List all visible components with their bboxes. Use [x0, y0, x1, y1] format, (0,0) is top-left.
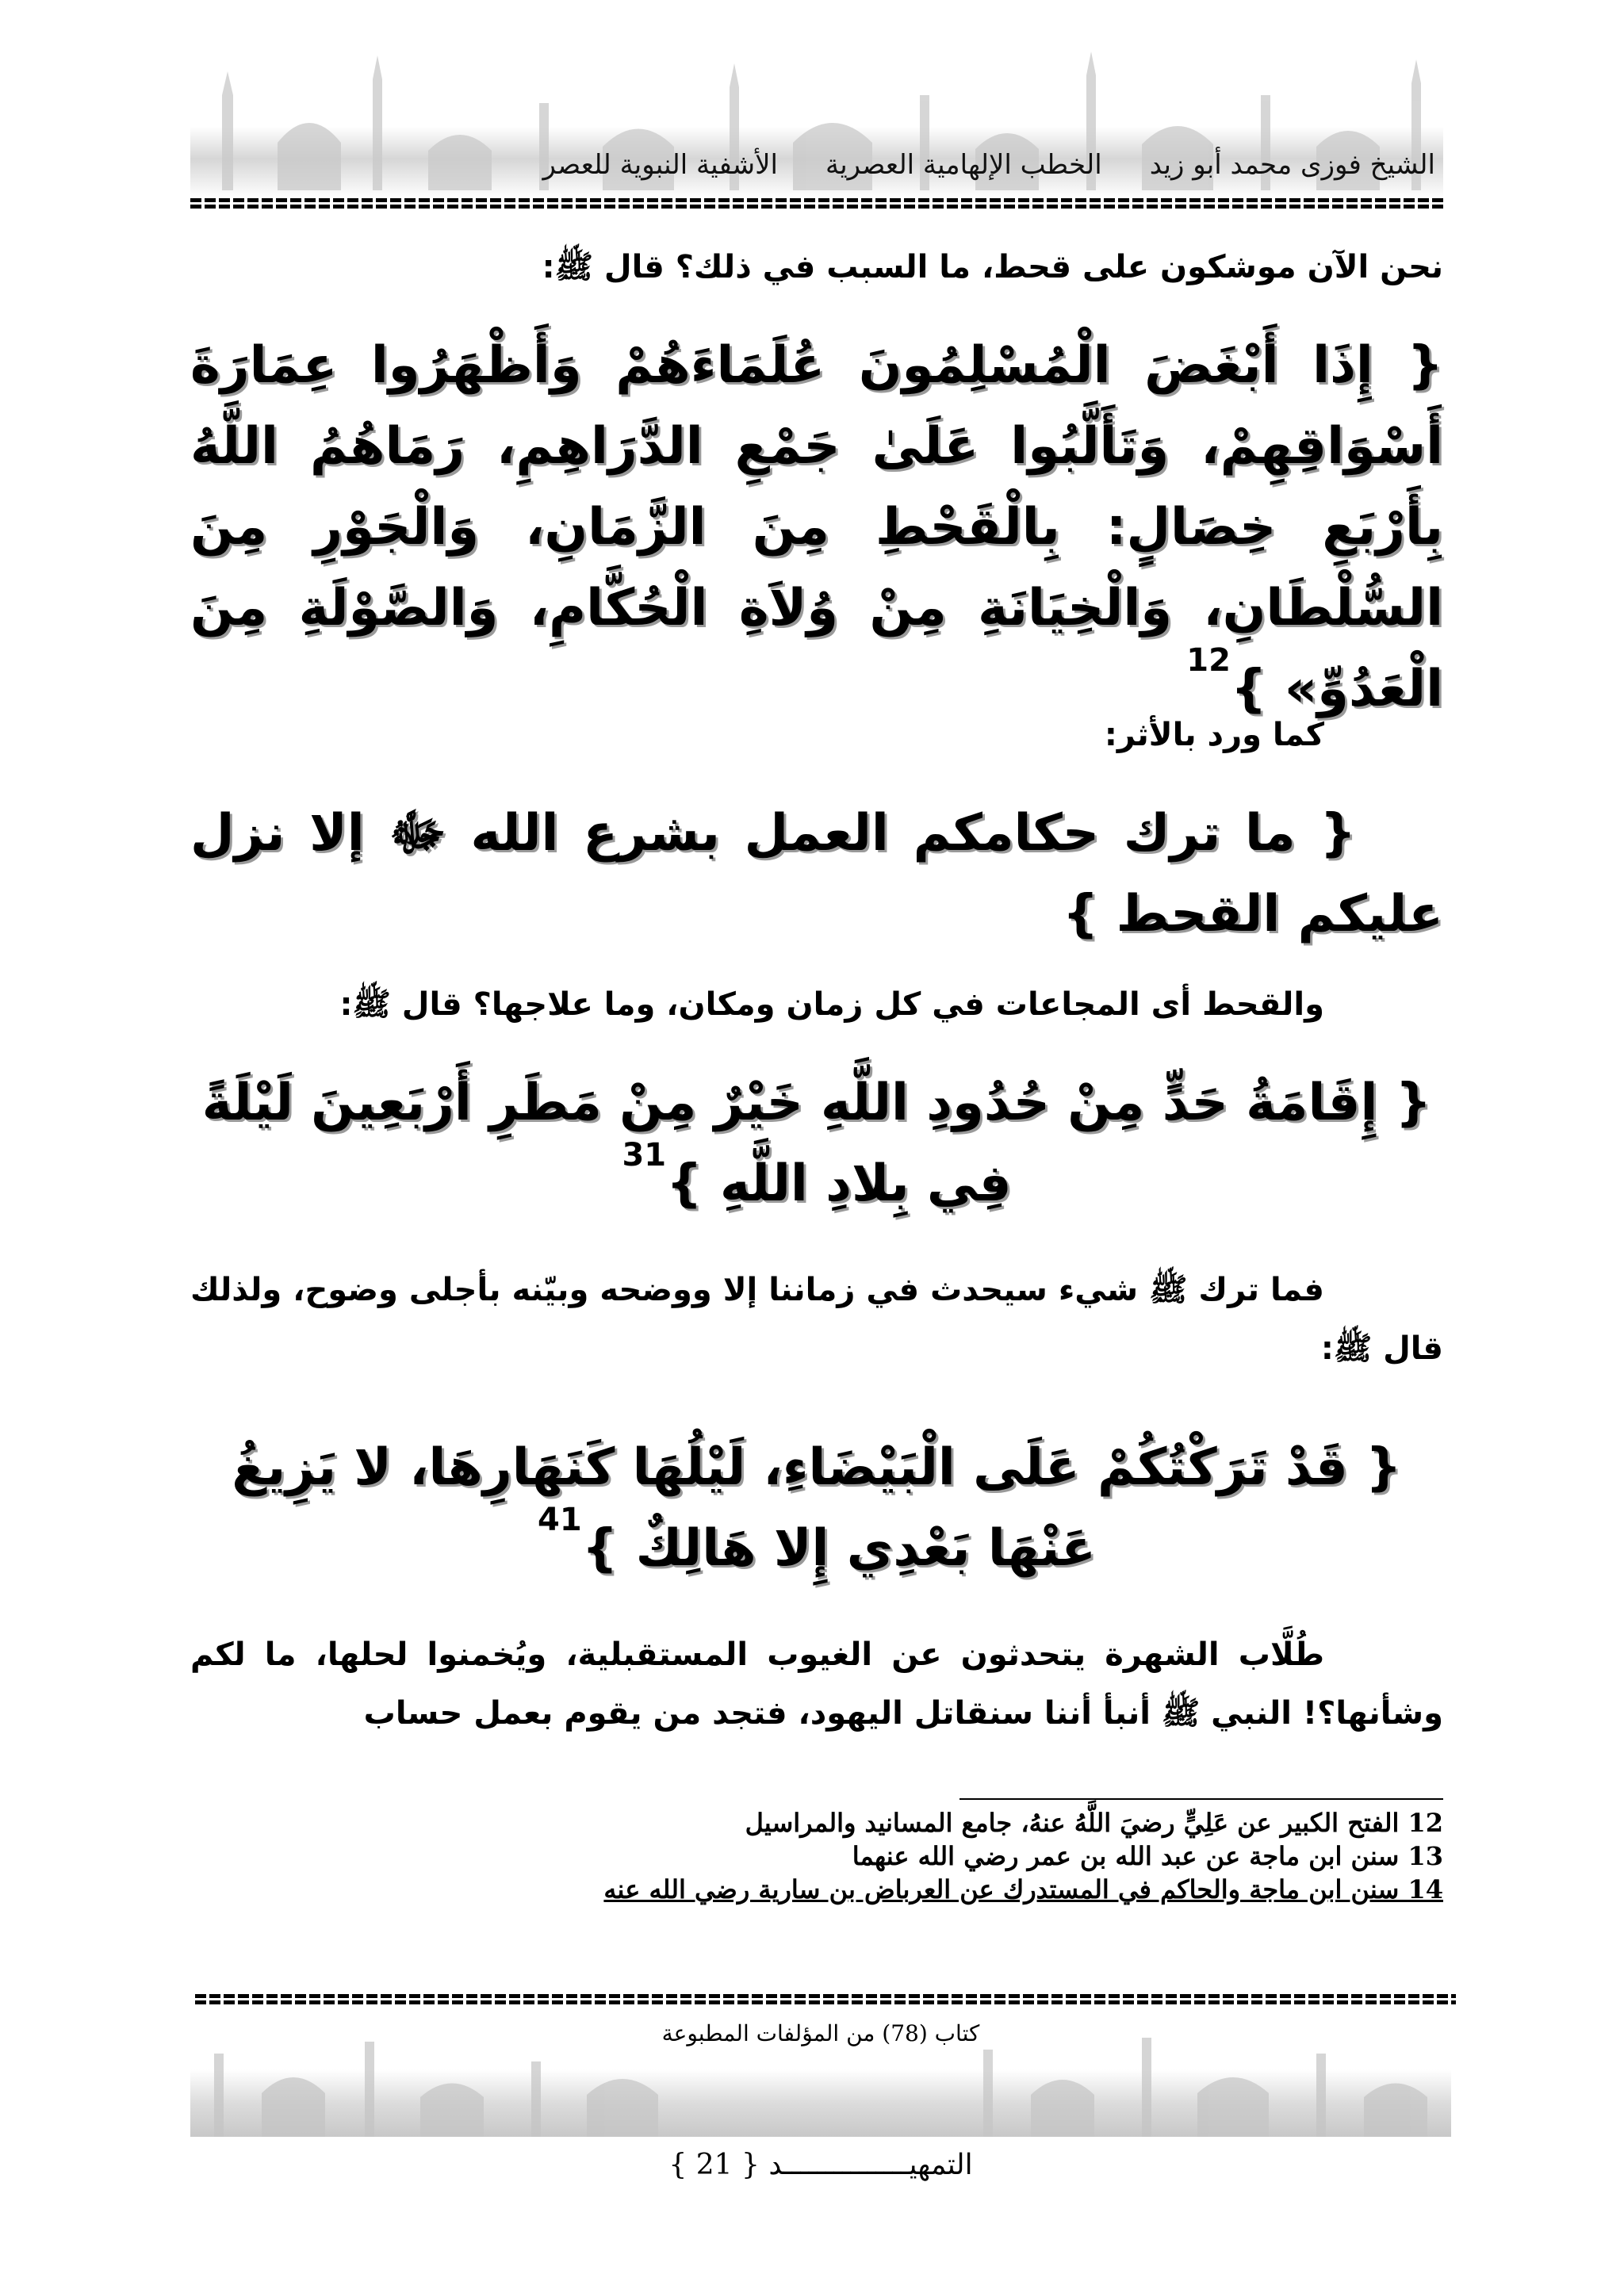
footer-book-count: كتاب (78) من المؤلفات المطبوعة [661, 2020, 980, 2046]
hadith-text: { قَدْ تَرَكْتُكُمْ عَلَى الْبَيْضَاءِ، لَيْلُهَا كَنَهَارِهَا، لا يَزِيغُ عَنْهَا بَعْدِي إِلا هَالِكٌ } [232, 1438, 1402, 1578]
hadith-text: { إِقَامَةُ حَدٍّ مِنْ حُدُودِ اللَّهِ خَيْرٌ مِنْ مَطَرِ أَرْبَعِينَ لَيْلَةً فِي بِلادِ اللَّهِ } [201, 1074, 1432, 1213]
footnotes [190, 1806, 1443, 1906]
hadith-text: { إِذَا أَبْغَضَ الْمُسْلِمُونَ عُلَمَاءَهُمْ وَأَظْهَرُوا عِمَارَةَ أَسْوَاقِهِمْ، وَتَأَلَّبُوا عَلَىٰ جَمْعِ الدَّرَاهِمِ، رَمَاهُمُ اللَّهُ بِأَرْبَعِ خِصَالٍ: بِالْقَحْطِ مِنَ الزَّمَانِ، وَالْجَوْرِ مِنَ السُّلْطَانِ، وَالْخِيَانَةِ مِنْ وُلاَةِ الْحُكَّامِ، وَالصَّوْلَةِ مِنَ الْعَدُوِّ» } [190, 336, 1443, 718]
page-footer [190, 2006, 1451, 2196]
paragraph: والقحط أى المجاعات في كل زمان ومكان، وما علاجها؟ قال ﷺ: [339, 986, 1324, 1023]
page-header [190, 48, 1443, 222]
paragraph: طُلَّاب الشهرة يتحدثون عن الغيوب المستقبلية، ويُخمنوا لحلها، ما لكم وشأنها؟! النبي ﷺ أنبأ أننا سنقاتل اليهود، فتجد من يقوم بعمل حساب [190, 1636, 1443, 1732]
header-series: الخطب الإلهامية العصرية [825, 149, 1102, 181]
header-divider [190, 198, 1443, 216]
paragraph: كما ورد بالأثر: [1104, 717, 1324, 753]
footer-page-line [190, 2149, 1451, 2181]
footnote: 13 سنن ابن ماجة عن عبد الله بن عمر رضي الله عنهما [852, 1841, 1443, 1871]
footnote-ref: 12 [1186, 642, 1231, 679]
athar-quote: { ما ترك حكامكم العمل بشرع الله ﷻ إلا نزل عليكم القحط } [190, 804, 1443, 944]
hadith-quote [190, 1062, 1443, 1224]
header-book-title: الأشفية النبوية للعصر [542, 149, 778, 181]
hadith-quote [190, 1427, 1443, 1589]
hadith-quote [190, 325, 1443, 729]
paragraph: فما ترك ﷺ شيء سيحدث في زماننا إلا ووضحه وبيّنه بأجلى وضوح، ولذلك قال ﷺ: [190, 1272, 1443, 1367]
footer-section: التمهيـــــــــــــــد [768, 2149, 973, 2181]
paragraph: نحن الآن موشكون على قحط، ما السبب في ذلك؟ قال ﷺ: [542, 249, 1443, 285]
header-author: الشيخ فوزى محمد أبو زيد [1149, 149, 1435, 181]
footnote-separator [959, 1798, 1443, 1800]
footnote: 12 الفتح الكبير عن عَلِيٍّ رضيَ اللَّهُ عنهُ، جامع المسانيد والمراسيل [745, 1808, 1443, 1838]
footnote: 14 سنن ابن ماجة والحاكم في المستدرك عن العرباض بن سارية رضي الله عنه [603, 1874, 1443, 1904]
footnote-ref: 41 [538, 1502, 582, 1538]
page-number: { 21 } [668, 2149, 760, 2181]
footnote-ref: 31 [622, 1137, 667, 1173]
